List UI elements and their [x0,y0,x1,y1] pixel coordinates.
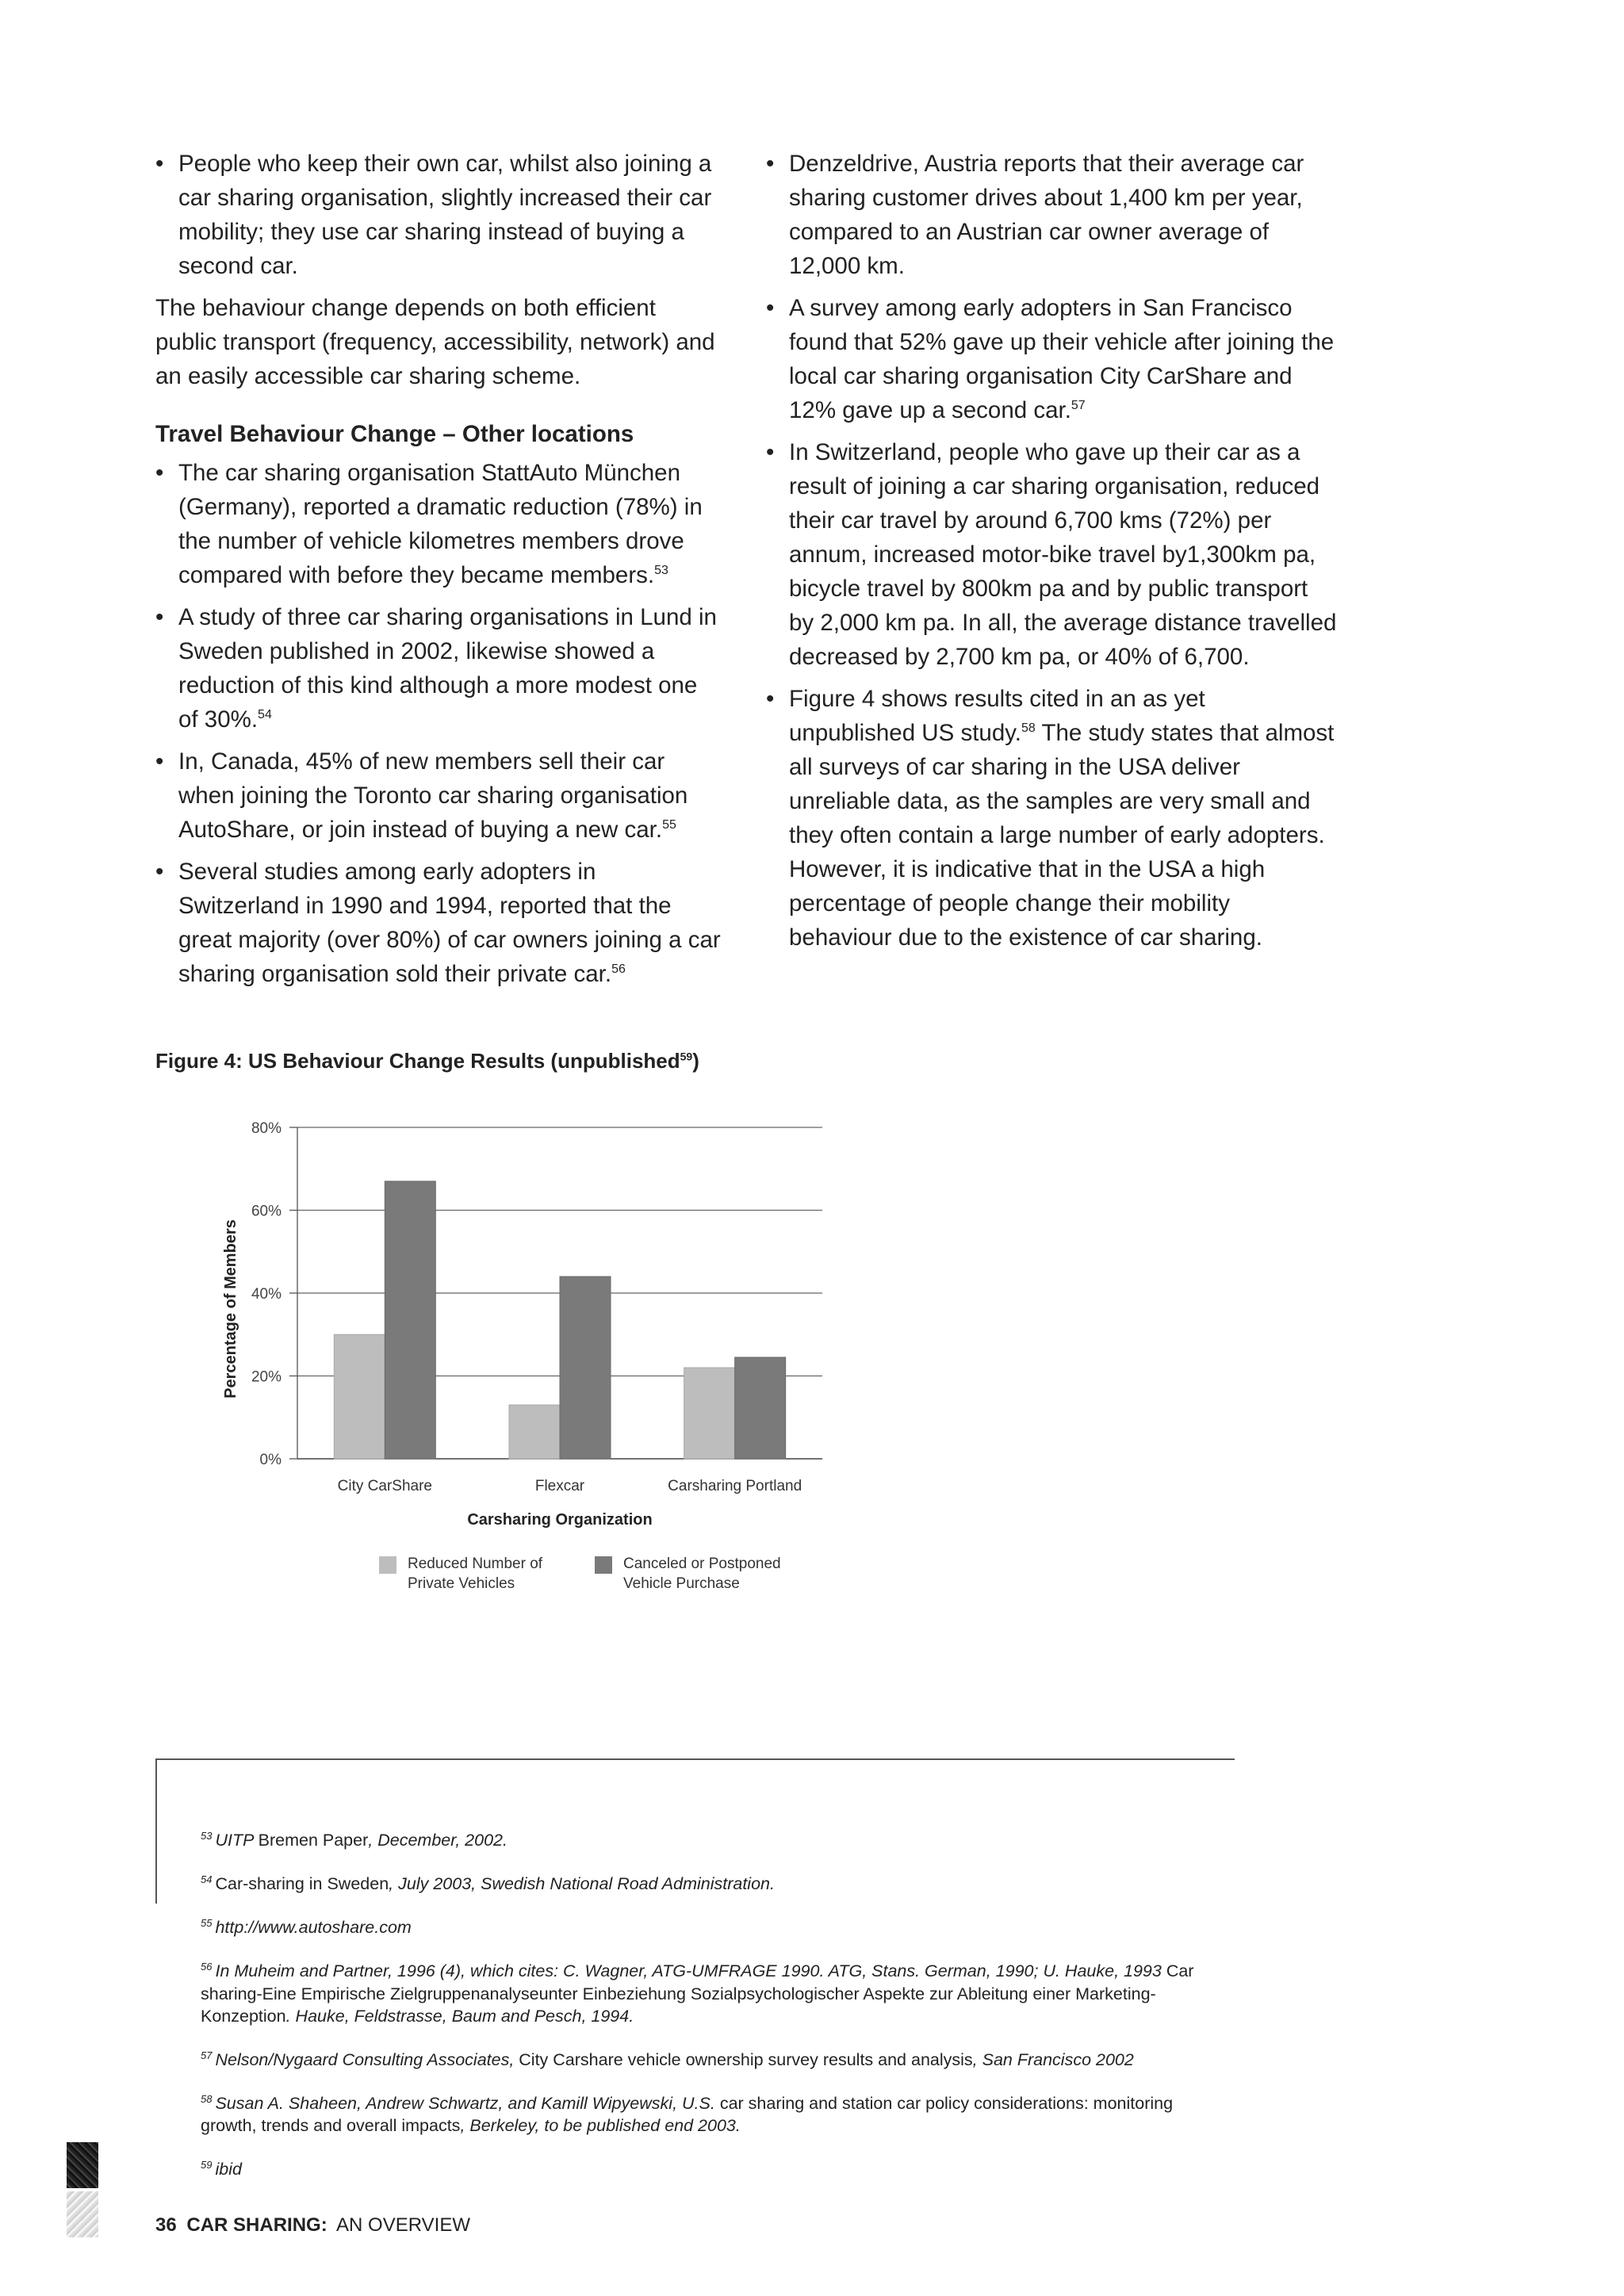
footnote-number: 57 [201,2049,213,2061]
bullet-item [766,147,1337,283]
legend-label: Vehicle Purchase [623,1575,740,1592]
legend-item-canceled [595,1554,814,1594]
bullet-item [766,435,1337,674]
page-number: 36 [155,2214,177,2236]
bar-canceled [560,1276,611,1459]
decorative-texture-light [67,2191,98,2237]
footnote-rule [155,1758,1235,1760]
footnote-number: 56 [201,1961,213,1973]
bullet-text: Several studies among early adopters in Switzerland in 1990 and 1994, reported that the great majority (over 80%) of car owners joining a car sharing organisation sold their private car. [178,859,721,987]
footnote-57 [201,2045,1231,2071]
footnote-ref[interactable]: 53 [654,564,668,578]
footnote-59 [201,2154,1231,2180]
footnote-ref[interactable]: 56 [611,962,626,977]
figure-title-close: ) [692,1049,699,1073]
footnote-number: 59 [201,2158,213,2171]
legend-swatch-light [379,1556,396,1574]
bullet-item [155,147,722,283]
bullet-item [155,456,722,592]
right-bullets [766,147,1337,955]
footnote-54 [201,1869,1231,1895]
footnote-ref[interactable]: 54 [258,708,272,722]
footnote-text: UITP [215,1831,259,1850]
footnote-number: 54 [201,1873,213,1886]
footnote-56 [201,1956,1231,2026]
bullet-text: Figure 4 shows results cited in an as yet unpublished US study. [789,686,1205,746]
y-tick-label: 40% [251,1286,282,1303]
decorative-texture-dark [67,2142,98,2188]
left-bullets [155,456,722,991]
footnote-ref[interactable]: 55 [662,818,676,832]
footnote-text: , December, 2002. [368,1831,508,1850]
footnote-58 [201,2088,1231,2137]
footnote-text: car sharing and station car policy considerations: monitoring growth, trends and overall impacts [201,2093,1174,2135]
figure-title [155,1049,699,1073]
bullet-item [155,744,722,847]
bullet-text: People who keep their own car, whilst also joining a car sharing organisation, slightly increased their car mobility; they use car sharing instead of buying a second car. [178,151,712,279]
page-footer [155,2214,470,2237]
behaviour-paragraph: The behaviour change depends on both efficient public transport (frequency, accessibility, network) and an easily accessible car sharing scheme. [155,295,715,389]
y-tick-label: 80% [251,1120,282,1137]
footnotes [201,1825,1231,2198]
bar-chart [214,1106,833,1534]
bullet-item [155,855,722,991]
footnote-55 [201,1912,1231,1938]
footnote-number: 58 [201,2092,213,2105]
footnote-number: 53 [201,1830,213,1842]
bullet-item [766,291,1337,427]
legend-item-reduced [379,1554,598,1594]
bar-reduced [509,1405,560,1459]
legend-label: Private Vehicles [408,1575,515,1592]
footnote-ref[interactable]: 57 [1071,399,1086,413]
footnote-text: Car sharing-Eine Empirische Zielgruppenanalyseunter Einbeziehung Sozialpsychologischer Aspekte zur Ableitung einer Marketing-Konzeption [201,1961,1194,2026]
footnote-text: http://www.autoshare.com [215,1918,412,1938]
x-tick-label: Carsharing Portland [668,1478,802,1494]
bullet-text: In Switzerland, people who gave up their car as a result of joining a car sharing organisation, reduced their car travel by around 6,700 kms (72%) per annum, increased motor-bike travel by1,300km pa, bicycle travel by 800km pa and by public transport by 2,000 km pa. In all, the average distance travelled decreased by 2,700 km pa, or 40% of 6,700. [789,439,1337,670]
left-top-bullets [155,147,722,283]
left-column [155,147,722,999]
footnote-text: Bremen Paper [258,1831,369,1850]
right-column [766,147,1337,962]
bullet-item [155,600,722,737]
legend-swatch-dark [595,1556,612,1574]
bar-reduced [684,1368,735,1459]
footnote-text: City Carshare vehicle ownership survey results and analysis [519,2049,973,2069]
footnote-text: , Berkeley, to be published end 2003. [460,2115,741,2135]
footnote-text: Car-sharing in Sweden [215,1874,389,1894]
y-tick-label: 20% [251,1368,282,1386]
y-tick-label: 0% [259,1452,282,1468]
publication-title: CAR SHARING: [186,2214,327,2236]
bar-reduced [334,1334,385,1459]
footnote-53 [201,1825,1231,1851]
x-axis-label: Carsharing Organization [467,1511,653,1529]
bullet-text: A survey among early adopters in San Francisco found that 52% gave up their vehicle after joining the local car sharing organisation City CarShare and 12% gave up a second car. [789,295,1335,423]
figure-title-footnote[interactable]: 59 [680,1050,693,1063]
footnote-text: In Muheim and Partner, 1996 (4), which cites: C. Wagner, ATG-UMFRAGE 1990. ATG, Stans. German, 1990; U. Hauke, 1993 [215,1961,1166,1981]
footnote-ref[interactable]: 58 [1021,721,1036,736]
footnote-number: 55 [201,1917,213,1930]
footnote-rule-vertical [155,1758,157,1904]
bar-canceled [735,1357,786,1459]
y-axis-label: Percentage of Members [222,1219,239,1399]
section-heading: Travel Behaviour Change – Other locations [155,421,634,447]
bullet-item [766,682,1337,955]
publication-subtitle: AN OVERVIEW [331,2214,470,2236]
bar-canceled [385,1181,435,1459]
bullet-text: In, Canada, 45% of new members sell their car when joining the Toronto car sharing organisation AutoShare, or join instead of buying a new car. [178,748,688,843]
bullet-text: A study of three car sharing organisations in Lund in Sweden published in 2002, likewise showed a reduction of this kind although a more modest one of 30%. [178,604,717,733]
figure-title-text: Figure 4: US Behaviour Change Results (unpublished [155,1049,680,1073]
footnote-text: , San Francisco 2002 [972,2049,1134,2069]
x-tick-label: Flexcar [534,1478,585,1494]
bullet-text: Denzeldrive, Austria reports that their average car sharing customer drives about 1,400 km per year, compared to an Austrian car owner average of 12,000 km. [789,151,1304,279]
footnote-text: Susan A. Shaheen, Andrew Schwartz, and Kamill Wipyewski, U.S. [215,2093,720,2113]
legend-label: Reduced Number of [408,1556,543,1572]
footnote-text: , July 2003, Swedish National Road Administration. [389,1874,775,1894]
footnote-text: . Hauke, Feldstrasse, Baum and Pesch, 1994. [285,2006,634,2026]
bullet-text: The car sharing organisation StattAuto München (Germany), reported a dramatic reduction (78%) in the number of vehicle kilometres members drove compared with before they became members. [178,460,703,588]
footnote-text: ibid [215,2160,242,2179]
footnote-text: Nelson/Nygaard Consulting Associates, [215,2049,519,2069]
legend-label: Canceled or Postponed [623,1556,781,1572]
x-tick-label: City CarShare [337,1478,432,1494]
bullet-text: The study states that almost all surveys of car sharing in the USA deliver unreliable data, as the samples are very small and they often contain a large number of early adopters. However, it is indicative that in the USA a high percentage of people change their mobility behaviour due to the existence of car sharing. [789,720,1335,951]
y-tick-label: 60% [251,1203,282,1220]
